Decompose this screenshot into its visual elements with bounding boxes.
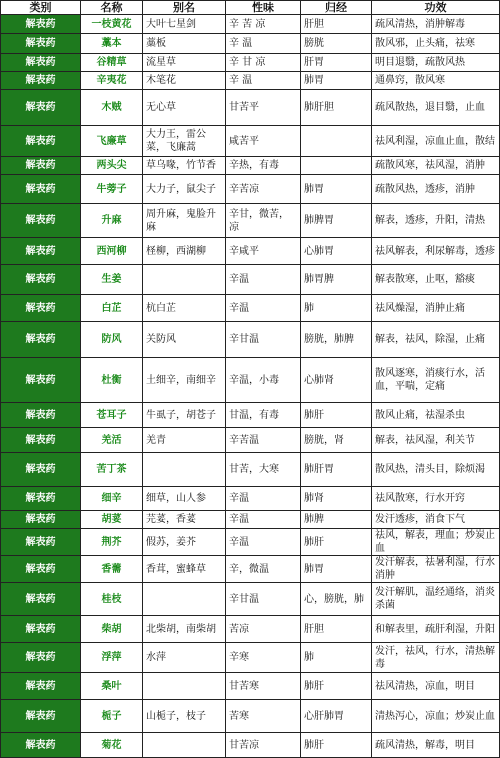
table-row — [1, 529, 500, 556]
table-row — [1, 358, 500, 403]
table-row — [1, 157, 500, 175]
taste-cell: 辛咸平 — [226, 238, 301, 265]
herb-name-cell: 香薷 — [81, 556, 143, 583]
table-row — [1, 72, 500, 90]
effect-cell: 祛风解表，利尿解毒，透疹 — [372, 238, 500, 265]
header-name: 名称 — [81, 1, 143, 15]
alias-cell: 牛虱子，胡苍子 — [143, 403, 226, 428]
alias-cell: 周升麻，鬼脸升麻 — [143, 204, 226, 238]
category-cell: 解表药 — [1, 358, 81, 403]
alias-cell — [143, 265, 226, 295]
alias-cell: 草乌喙，竹节香 — [143, 157, 226, 175]
category-cell: 解表药 — [1, 487, 81, 511]
herb-name-cell: 菊花 — [81, 733, 143, 758]
herb-name-cell: 一枝黄花 — [81, 15, 143, 34]
alias-cell: 柽柳，西湖柳 — [143, 238, 226, 265]
header-category: 类别 — [1, 1, 81, 15]
herb-name-cell: 胡荽 — [81, 511, 143, 529]
table-row — [1, 265, 500, 295]
herb-name-cell: 藁本 — [81, 34, 143, 54]
effect-cell: 清热泻心，凉血；炒炭止血 — [372, 700, 500, 733]
meridian-cell — [301, 157, 372, 175]
table-row — [1, 204, 500, 238]
alias-cell: 土细辛，南细辛 — [143, 358, 226, 403]
meridian-cell: 肺胃 — [301, 556, 372, 583]
taste-cell: 辛温 — [226, 265, 301, 295]
taste-cell: 辛寒 — [226, 643, 301, 673]
meridian-cell: 心肺肾 — [301, 358, 372, 403]
effect-cell: 疏散风热，透疹，消肿 — [372, 175, 500, 204]
herb-name-cell: 飞廉草 — [81, 126, 143, 157]
alias-cell: 关防风 — [143, 322, 226, 358]
herb-name-cell: 苍耳子 — [81, 403, 143, 428]
table-row — [1, 487, 500, 511]
meridian-cell: 肺肝 — [301, 403, 372, 428]
taste-cell: 辛甘温 — [226, 322, 301, 358]
table-row — [1, 453, 500, 487]
effect-cell: 祛风，解表，理血；炒炭止血 — [372, 529, 500, 556]
alias-cell — [143, 583, 226, 616]
taste-cell: 甘苦寒 — [226, 673, 301, 700]
taste-cell: 辛苦温 — [226, 428, 301, 453]
herb-name-cell: 羌活 — [81, 428, 143, 453]
taste-cell: 辛 温 — [226, 72, 301, 90]
herb-name-cell: 苦丁茶 — [81, 453, 143, 487]
taste-cell: 辛，微温 — [226, 556, 301, 583]
taste-cell: 甘苦平 — [226, 90, 301, 126]
effect-cell: 疏散风寒，祛风湿，消肿 — [372, 157, 500, 175]
category-cell: 解表药 — [1, 204, 81, 238]
header-alias: 别名 — [143, 1, 226, 15]
effect-cell: 解表散寒，止呕，豁痰 — [372, 265, 500, 295]
effect-cell: 祛风散寒，行水开窍 — [372, 487, 500, 511]
category-cell: 解表药 — [1, 403, 81, 428]
category-cell: 解表药 — [1, 673, 81, 700]
meridian-cell: 肺胃脾 — [301, 265, 372, 295]
meridian-cell: 肺胃 — [301, 72, 372, 90]
taste-cell: 苦寒 — [226, 700, 301, 733]
effect-cell: 散风止痛，祛湿杀虫 — [372, 403, 500, 428]
taste-cell: 苦凉 — [226, 616, 301, 643]
category-cell: 解表药 — [1, 453, 81, 487]
table-row — [1, 583, 500, 616]
header-row — [1, 1, 500, 15]
table-row — [1, 403, 500, 428]
alias-cell: 北柴胡，南柴胡 — [143, 616, 226, 643]
herb-name-cell: 防风 — [81, 322, 143, 358]
category-cell: 解表药 — [1, 126, 81, 157]
effect-cell: 祛风燥湿，消肿止痛 — [372, 295, 500, 322]
effect-cell: 解表，祛风，除湿，止痛 — [372, 322, 500, 358]
category-cell: 解表药 — [1, 34, 81, 54]
table-row — [1, 175, 500, 204]
herb-name-cell: 牛蒡子 — [81, 175, 143, 204]
taste-cell: 辛 温 — [226, 34, 301, 54]
table-row — [1, 34, 500, 54]
effect-cell: 发汗解肌，温经通络，消炎杀菌 — [372, 583, 500, 616]
alias-cell: 藁板 — [143, 34, 226, 54]
header-meridian: 归经 — [301, 1, 372, 15]
effect-cell: 疏风清热，解毒，明目 — [372, 733, 500, 758]
effect-cell: 发汗解表，祛暑利湿，行水消肿 — [372, 556, 500, 583]
effect-cell: 解表，祛风湿，利关节 — [372, 428, 500, 453]
category-cell: 解表药 — [1, 72, 81, 90]
category-cell: 解表药 — [1, 511, 81, 529]
meridian-cell: 肺肝 — [301, 673, 372, 700]
effect-cell: 疏风散热，退目翳，止血 — [372, 90, 500, 126]
table-row — [1, 238, 500, 265]
taste-cell: 辛温 — [226, 529, 301, 556]
category-cell: 解表药 — [1, 90, 81, 126]
meridian-cell — [301, 126, 372, 157]
herb-name-cell: 两头尖 — [81, 157, 143, 175]
header-effect: 功效 — [372, 1, 500, 15]
herb-name-cell: 荆芥 — [81, 529, 143, 556]
table-row — [1, 126, 500, 157]
table-row — [1, 511, 500, 529]
meridian-cell: 肺脾胃 — [301, 204, 372, 238]
alias-cell: 芫荽，香荽 — [143, 511, 226, 529]
herb-name-cell: 柴胡 — [81, 616, 143, 643]
alias-cell: 大叶七星剑 — [143, 15, 226, 34]
effect-cell: 散风热，清头目，除烦渴 — [372, 453, 500, 487]
category-cell: 解表药 — [1, 583, 81, 616]
effect-cell: 明目退翳，疏散风热 — [372, 54, 500, 72]
taste-cell: 甘温，有毒 — [226, 403, 301, 428]
alias-cell: 无心草 — [143, 90, 226, 126]
effect-cell: 散风逐寒，消痰行水，活血，平喘，定痛 — [372, 358, 500, 403]
category-cell: 解表药 — [1, 733, 81, 758]
category-cell: 解表药 — [1, 54, 81, 72]
taste-cell: 辛热，有毒 — [226, 157, 301, 175]
table-row — [1, 700, 500, 733]
meridian-cell: 肺 — [301, 643, 372, 673]
table-body — [1, 15, 500, 758]
category-cell: 解表药 — [1, 322, 81, 358]
alias-cell: 香茸，蜜蜂草 — [143, 556, 226, 583]
herb-name-cell: 细辛 — [81, 487, 143, 511]
table-row — [1, 643, 500, 673]
taste-cell: 辛甘，微苦，凉 — [226, 204, 301, 238]
meridian-cell: 膀胱，肺脾 — [301, 322, 372, 358]
herb-name-cell: 桂枝 — [81, 583, 143, 616]
taste-cell: 辛 甘 凉 — [226, 54, 301, 72]
alias-cell: 假苏，姜芥 — [143, 529, 226, 556]
table-row — [1, 295, 500, 322]
header-taste: 性味 — [226, 1, 301, 15]
table-row — [1, 673, 500, 700]
herb-name-cell: 栀子 — [81, 700, 143, 733]
herb-name-cell: 桑叶 — [81, 673, 143, 700]
alias-cell: 大力子，鼠尖子 — [143, 175, 226, 204]
effect-cell: 通鼻窍，散风寒 — [372, 72, 500, 90]
category-cell: 解表药 — [1, 295, 81, 322]
taste-cell: 咸苦平 — [226, 126, 301, 157]
alias-cell: 流星草 — [143, 54, 226, 72]
meridian-cell: 心肺胃 — [301, 238, 372, 265]
alias-cell: 羌青 — [143, 428, 226, 453]
taste-cell: 辛温，小毒 — [226, 358, 301, 403]
effect-cell: 疏风清热，消肿解毒 — [372, 15, 500, 34]
meridian-cell: 肝胆 — [301, 616, 372, 643]
alias-cell: 细草，山人参 — [143, 487, 226, 511]
table-row — [1, 322, 500, 358]
category-cell: 解表药 — [1, 157, 81, 175]
meridian-cell: 肺肝胃 — [301, 453, 372, 487]
category-cell: 解表药 — [1, 529, 81, 556]
herb-name-cell: 辛夷花 — [81, 72, 143, 90]
table-row — [1, 616, 500, 643]
herb-name-cell: 浮萍 — [81, 643, 143, 673]
meridian-cell: 心肝肺胃 — [301, 700, 372, 733]
category-cell: 解表药 — [1, 15, 81, 34]
herb-name-cell: 谷精草 — [81, 54, 143, 72]
herb-name-cell: 升麻 — [81, 204, 143, 238]
meridian-cell: 肝胃 — [301, 54, 372, 72]
category-cell: 解表药 — [1, 265, 81, 295]
herb-name-cell: 杜衡 — [81, 358, 143, 403]
alias-cell — [143, 453, 226, 487]
meridian-cell: 肺肾 — [301, 487, 372, 511]
meridian-cell: 肺脾 — [301, 511, 372, 529]
effect-cell: 发汗透疹，消食下气 — [372, 511, 500, 529]
taste-cell: 辛 苦 凉 — [226, 15, 301, 34]
effect-cell: 祛风清热，凉血，明目 — [372, 673, 500, 700]
alias-cell — [143, 673, 226, 700]
taste-cell: 辛温 — [226, 511, 301, 529]
effect-cell: 发汗，祛风，行水，清热解毒 — [372, 643, 500, 673]
table-row — [1, 15, 500, 34]
alias-cell: 大力王，雷公菜，飞廉蒿 — [143, 126, 226, 157]
category-cell: 解表药 — [1, 556, 81, 583]
alias-cell: 水萍 — [143, 643, 226, 673]
alias-cell: 木笔花 — [143, 72, 226, 90]
category-cell: 解表药 — [1, 643, 81, 673]
alias-cell: 山栀子，枝子 — [143, 700, 226, 733]
taste-cell: 辛温 — [226, 295, 301, 322]
meridian-cell: 肺肝胆 — [301, 90, 372, 126]
taste-cell: 辛温 — [226, 487, 301, 511]
meridian-cell: 肺肝 — [301, 733, 372, 758]
effect-cell: 祛风利湿，凉血止血，散结 — [372, 126, 500, 157]
herb-name-cell: 白芷 — [81, 295, 143, 322]
taste-cell: 甘苦凉 — [226, 733, 301, 758]
meridian-cell: 心，膀胱，肺 — [301, 583, 372, 616]
table-row — [1, 428, 500, 453]
table-row — [1, 54, 500, 72]
effect-cell: 散风邪，止头痛，祛寒 — [372, 34, 500, 54]
meridian-cell: 膀胱，肾 — [301, 428, 372, 453]
category-cell: 解表药 — [1, 700, 81, 733]
category-cell: 解表药 — [1, 175, 81, 204]
table-row — [1, 90, 500, 126]
meridian-cell: 肺肝 — [301, 529, 372, 556]
taste-cell: 辛甘温 — [226, 583, 301, 616]
meridian-cell: 肝胆 — [301, 15, 372, 34]
herb-name-cell: 西河柳 — [81, 238, 143, 265]
meridian-cell: 膀胱 — [301, 34, 372, 54]
alias-cell: 杭白芷 — [143, 295, 226, 322]
meridian-cell: 肺 — [301, 295, 372, 322]
table-row — [1, 556, 500, 583]
category-cell: 解表药 — [1, 238, 81, 265]
herb-name-cell: 木贼 — [81, 90, 143, 126]
herb-name-cell: 生姜 — [81, 265, 143, 295]
category-cell: 解表药 — [1, 428, 81, 453]
meridian-cell: 肺胃 — [301, 175, 372, 204]
effect-cell: 和解表里，疏肝利湿，升阳 — [372, 616, 500, 643]
taste-cell: 辛苦凉 — [226, 175, 301, 204]
category-cell: 解表药 — [1, 616, 81, 643]
taste-cell: 甘苦，大寒 — [226, 453, 301, 487]
effect-cell: 解表，透疹，升阳，清热 — [372, 204, 500, 238]
